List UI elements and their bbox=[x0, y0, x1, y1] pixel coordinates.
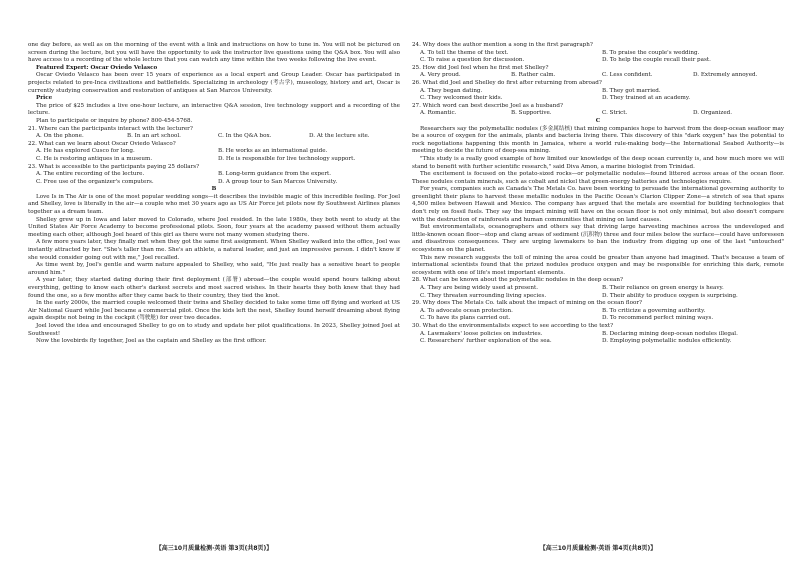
option: B. Long-term guidance from the expert. bbox=[218, 171, 332, 178]
passage-paragraph: Love Is in The Air is one of the most popular wedding songs—it describes the invisible magic of this incredible feeling. For Joel and Shelley, love is literally in the air—a couple who met 30 years ago as US Air Force jet pilots now fly Southwest Airlines planes together as a dream team. bbox=[28, 193, 400, 216]
option: A. Lawmakers' loose policies on industries. bbox=[420, 330, 543, 337]
passage-paragraph: Now the lovebirds fly together, Joel as the captain and Shelley as the first officer. bbox=[36, 338, 267, 345]
question-30-options bbox=[412, 331, 784, 346]
option: A. He has explored Cusco for long. bbox=[36, 148, 135, 155]
question-26: 26. What did Joel and Shelley do first after returning from abroad? bbox=[412, 79, 602, 86]
section-heading: Price bbox=[36, 95, 53, 102]
passage-paragraph: Plan to participate or inquire by phone? 800-454-5768. bbox=[36, 117, 193, 124]
question-23-options bbox=[28, 171, 400, 186]
option: A. On the phone. bbox=[36, 133, 84, 140]
question-28: 28. What can be known about the polymetallic nodules in the deep ocean? bbox=[412, 277, 623, 284]
question-29: 29. Why does The Metals Co. talk about the impact of mining on the ocean floor? bbox=[412, 300, 643, 307]
section-label-b: B bbox=[211, 186, 217, 193]
question-29-options bbox=[412, 308, 784, 323]
question-21-options bbox=[28, 133, 400, 141]
option: D. To help the couple recall their past. bbox=[602, 57, 711, 64]
option: B. He works as an international guide. bbox=[218, 148, 328, 155]
passage-paragraph: As time went by, Joel's gentle and warm nature appealed to Shelley, who said, "He just really has a sensitive heart to people around him." bbox=[28, 262, 400, 276]
option: C. Less confident. bbox=[602, 72, 653, 79]
option: B. They got married. bbox=[602, 87, 661, 94]
question-25-options bbox=[412, 72, 784, 80]
question-28-options bbox=[412, 285, 784, 300]
section-heading: Featured Expert: Oscar Oviedo Velasco bbox=[36, 64, 158, 71]
option: C. To have its plans carried out. bbox=[420, 315, 511, 322]
passage-paragraph: "This study is a really good example of how limited our knowledge of the deep ocean currently is, and how much more we will stand to benefit with further scientific research," said Diva Amon, a marine biologist from Trinidad. bbox=[412, 155, 784, 170]
section-label-c: C bbox=[595, 117, 601, 124]
option: C. Strict. bbox=[602, 110, 628, 117]
option: B. Declaring mining deep-ocean nodules illegal. bbox=[602, 330, 738, 337]
passage-paragraph: Joel loved the idea and encouraged Shelley to go on to study and update her pilot qualifications. In 2023, Shelley joined Joel at Southwest! bbox=[28, 322, 400, 337]
question-26-options bbox=[412, 88, 784, 103]
passage-paragraph: The excitement is focused on the potato-sized rocks—or polymetallic nodules—found littered across areas of the ocean floor. These nodules contain minerals, such as cobalt and nickel that green-energy batteries and technologies require. bbox=[412, 171, 784, 185]
option: A. They began dating. bbox=[420, 87, 483, 94]
passage-paragraph: A few more years later, they finally met when they got the same first assignment. When Shelley walked into the office, Joel was instantly attracted by her. "She's taller than me. She's an athlete, a natural leader, and just an impressive person. I didn't know if she would consider going out with me," Joel recalled. bbox=[28, 239, 400, 261]
option: D. They trained at an academy. bbox=[602, 95, 691, 102]
page-footer-left: 【高三10月质量检测·英语 第3页(共8页)】 bbox=[155, 545, 273, 552]
option: A. To advocate ocean protection. bbox=[420, 307, 513, 314]
option: D. Extremely annoyed. bbox=[693, 72, 758, 79]
question-21: 21. Where can the participants interact with the lecturer? bbox=[28, 125, 193, 132]
option: C. They threaten surrounding living species. bbox=[420, 292, 547, 299]
question-24: 24. Why does the author mention a song in the first paragraph? bbox=[412, 42, 593, 48]
option: A. The entire recording of the lecture. bbox=[36, 171, 145, 178]
question-30: 30. What do the environmentalists expect to see according to the text? bbox=[412, 322, 614, 329]
question-25: 25. How did Joel feel when he first met Shelley? bbox=[412, 64, 549, 71]
option: D. Their ability to produce oxygen is surprising. bbox=[602, 292, 738, 299]
question-22: 22. What can we learn about Oscar Oviedo Velasco? bbox=[28, 140, 176, 147]
option: C. To raise a question for discussion. bbox=[420, 57, 525, 64]
option: D. To recommend perfect mining ways. bbox=[602, 315, 714, 322]
page-footer-right: 【高三10月质量检测·英语 第4页(共8页)】 bbox=[539, 545, 657, 552]
passage-paragraph: Shelley grew up in Iowa and later moved to Colorado, where Joel resided. In the late 1980s, they both went to study at the United States Air Force Academy to become professional pilots. Soon, four years at the academy passed without them actually meeting each other, although Joel heard of this girl as there were not many women studying there. bbox=[28, 216, 400, 238]
passage-paragraph: A year later, they started dating during their first deployment (部署) abroad—the couple would spend hours talking about everything, getting to know each other's darkest secrets and most sacred wishes. In their hearts they both knew that they had found the one, so a few months after they came back to their country, they tied the knot. bbox=[28, 277, 400, 299]
passage-paragraph: one day before, as well as on the morning of the event with a link and instructions on how to tune in. You will not be pictured on screen during the lecture, but you will have the opportunity to ask the instructor live questions using the Q&A box. You will also have access to a recording of the whole lecture that you can watch any time within the two weeks following the live event. bbox=[28, 42, 400, 64]
option: C. They welcomed their kids. bbox=[420, 95, 503, 102]
question-24-options bbox=[412, 50, 784, 65]
page-right bbox=[412, 42, 784, 540]
passage-paragraph: But environmentalists, oceanographers and others say that driving large harvesting machines across the undeveloped and little-known ocean floor—stop and clang areas of sediment (沉积物) three and four miles below the surface—could have unforeseen and disastrous consequences. They are urging lawmakers to ban the industry from digging up one of the last "untouched" ecosystems on the planet. bbox=[412, 224, 784, 254]
option: C. He is restoring antiques in a museum. bbox=[36, 155, 153, 162]
option: C. Free use of the organizer's computers. bbox=[36, 178, 154, 185]
option: C. In the Q&A box. bbox=[218, 133, 272, 140]
passage-paragraph: For years, companies such as Canada's The Metals Co. have been working to persuade the international governing authority to greenlight their plans to harvest these metallic nodules in the Pacific Ocean's Clarion Clipper Zone—a stretch of sea that spans 4,500 miles between Hawaii and Mexico. The company has argued that the metals are essential for building technologies that don't rely on fossil fuels. They say the impact mining will have on the ocean floor is not only minimal, but also doesn't compare with the destruction of rainforests and human communities that mining on land causes. bbox=[412, 186, 784, 223]
option: B. To criticize a governing authority. bbox=[602, 307, 706, 314]
question-22-options bbox=[28, 148, 400, 163]
passage-paragraph: The price of $25 includes a live one-hour lecture, an interactive Q&A session, live technology support and a recording of the lecture. bbox=[28, 102, 400, 117]
option: A. They are being widely used at present. bbox=[420, 285, 538, 291]
passage-paragraph: Researchers say the polymetallic nodules (多金属结核) that mining companies hope to harvest from the deep-ocean seafloor may be a source of oxygen for the animals, plants and bacteria living there. This discovery of this "dark oxygen" has the potential to rock negotiations happening this month in Jamaica, where a world rule-making body—the International Seabed Authority—is meeting to decide the future of deep-sea mining. bbox=[412, 125, 784, 155]
option: B. To praise the couple's wedding. bbox=[602, 49, 700, 56]
option: B. Their reliance on green energy is heavy. bbox=[602, 285, 724, 291]
passage-paragraph: In the early 2000s, the married couple welcomed their twins and Shelley decided to take some time off flying and worked at US Air National Guard while Joel became a commercial pilot. Once the kids left the nest, Shelley found herself dreaming about flying again despite not being in the cockpit (驾驶舱) for over two decades. bbox=[28, 300, 400, 322]
option: D. At the lecture site. bbox=[309, 133, 370, 140]
question-23: 23. What is accessible to the participants paying 25 dollars? bbox=[28, 163, 200, 170]
option: A. Romantic. bbox=[420, 110, 457, 117]
page-left bbox=[28, 42, 400, 540]
option: D. A group tour to San Marcos University. bbox=[218, 178, 338, 185]
option: A. Very proud. bbox=[420, 72, 461, 79]
option: D. Organized. bbox=[693, 110, 733, 117]
option: C. Researchers' further exploration of the sea. bbox=[420, 338, 552, 345]
option: A. To tell the theme of the text. bbox=[420, 49, 509, 56]
question-27: 27. Which word can best describe Joel as a husband? bbox=[412, 102, 563, 109]
option: B. Rather calm. bbox=[511, 72, 556, 79]
option: D. Employing polymetallic nodules efficiently. bbox=[602, 338, 732, 345]
option: D. He is responsible for live technology support. bbox=[218, 155, 356, 162]
passage-paragraph: Oscar Oviedo Velasco has been over 15 years of experience as a local expert and Group Leader. Oscar has participated in projects related to pre-Inca civilizations and battlefields. Specializing in archeology (考古学), museology, history and art, Oscar is currently studying conservation and restoration of antiques at San Marcos University. bbox=[28, 72, 400, 94]
question-27-options bbox=[412, 110, 784, 118]
passage-paragraph: This new research suggests the toll of mining the area could be greater than anyone had imagined. That's because a team of international scientists found that the prized nodules produce oxygen and may be responsible for enriching this dark, remote ecosystem with one of life's most important elements. bbox=[412, 254, 784, 276]
option: B. In an art school. bbox=[127, 133, 181, 140]
option: B. Supportive. bbox=[511, 110, 552, 117]
